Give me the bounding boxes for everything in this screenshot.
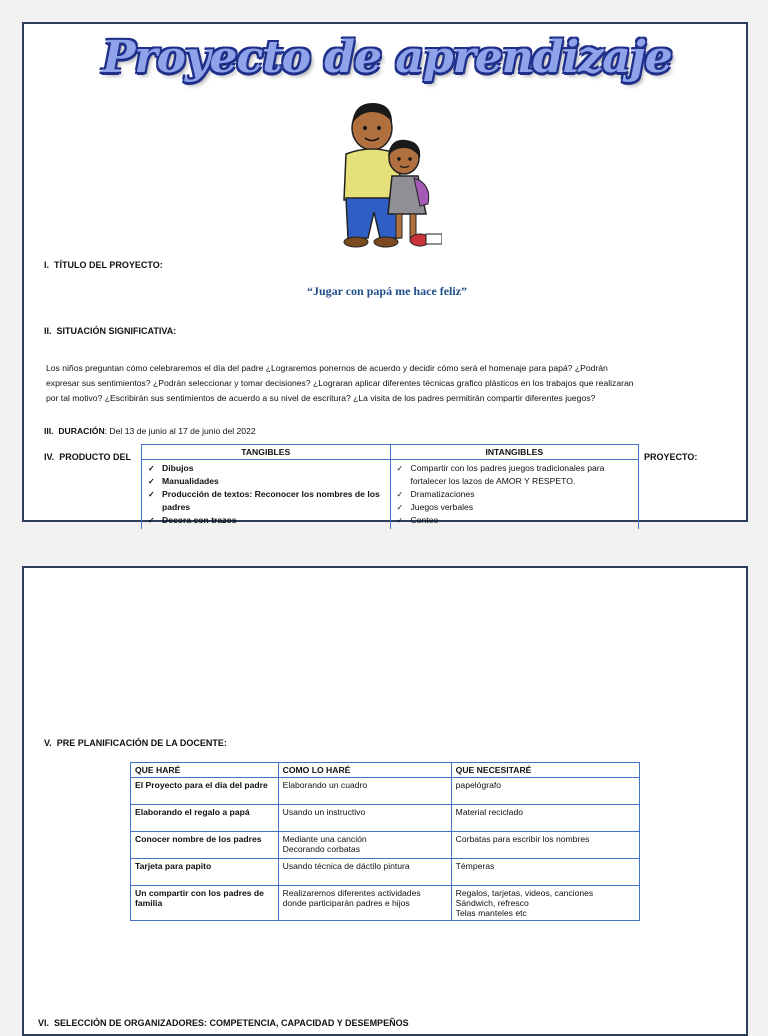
section-3-duration [44, 424, 256, 439]
section-2-title: SITUACIÓN SIGNIFICATIVA: [56, 326, 177, 336]
table-row [131, 859, 640, 886]
plan-cell: papelógrafo [451, 778, 639, 805]
document-page-1 [22, 22, 748, 525]
section-4-title-left: PRODUCTO DEL [59, 452, 132, 462]
section-4-heading-left [44, 452, 131, 462]
section-3-number: III. [44, 426, 54, 436]
section-4-heading-right: PROYECTO: [644, 452, 698, 462]
product-table [141, 444, 639, 529]
section-2-heading [44, 326, 176, 336]
section-2-number: II. [44, 326, 52, 336]
table-row [131, 832, 640, 859]
tangible-item: ✓ Producción de textos: Reconocer los nombres de los padres [162, 488, 386, 514]
section-6-number: VI. [38, 1018, 50, 1028]
father-daughter-illustration [332, 88, 442, 252]
section-1-title: TÍTULO DEL PROYECTO: [54, 260, 163, 270]
situation-line-1: Los niños preguntan cómo celebraremos el día del padre ¿Lograremos ponernos de acuerdo y decidir cómo será el homenaje para papá? ¿Podrán [46, 363, 608, 373]
plan-cell: Realizaremos diferentes actividades donde participarán padres e hijos [278, 886, 451, 921]
table-row [131, 778, 640, 805]
plan-cell: Témperas [451, 859, 639, 886]
tangible-item: ✓ Manualidades [162, 475, 386, 488]
section-4-number: IV. [44, 452, 55, 462]
plan-cell: El Proyecto para el día del padre [131, 778, 279, 805]
header-title-art: Proyecto de aprendizaje [102, 32, 672, 83]
product-header-intangibles: INTANGIBLES [390, 445, 639, 460]
section-1-number: I. [44, 260, 50, 270]
plan-header-como: COMO LO HARÉ [278, 763, 451, 778]
plan-cell: Conocer nombre de los padres [131, 832, 279, 859]
document-page-2 [22, 566, 748, 1036]
section-5-heading [44, 738, 227, 748]
plan-cell: Usando un instructivo [278, 805, 451, 832]
planning-table [130, 762, 640, 921]
intangible-item: ✓ Compartir con los padres juegos tradicionales para fortalecer los lazos de AMOR Y RESPETO. [411, 462, 635, 488]
plan-cell: Elaborando el regalo a papá [131, 805, 279, 832]
intangible-item: ✓ Juegos verbales [411, 501, 635, 514]
section-6-heading [38, 1018, 409, 1028]
section-5-title: PRE PLANIFICACIÓN DE LA DOCENTE: [56, 738, 227, 748]
plan-cell: Material reciclado [451, 805, 639, 832]
product-header-tangibles: TANGIBLES [142, 445, 391, 460]
intangible-item: ✓ Dramatizaciones [411, 488, 635, 501]
section-1-heading [44, 260, 163, 270]
tangibles-cell [142, 460, 391, 530]
intangible-item: ✓ Conteo [411, 514, 635, 527]
plan-header-necesitare: QUE NECESITARÉ [451, 763, 639, 778]
situation-line-2: expresar sus sentimientos? ¿Podrán seleccionar y tomar decisiones? ¿Lograran aplicar diferentes técnicas grafico plásticos en los trabajos que realizaran [46, 378, 634, 388]
section-3-title: DURACIÓN [58, 426, 105, 436]
plan-cell: Usando técnica de dáctilo pintura [278, 859, 451, 886]
plan-cell: Tarjeta para papito [131, 859, 279, 886]
table-row [131, 805, 640, 832]
section-6-title: SELECCIÓN DE ORGANIZADORES: COMPETENCIA, CAPACIDAD Y DESEMPEÑOS [54, 1018, 409, 1028]
plan-cell: Regalos, tarjetas, videos, canciones Sándwich, refresco Telas manteles etc [451, 886, 639, 921]
plan-header-que: QUE HARÉ [131, 763, 279, 778]
tangible-item: ✓ Decora con trazos [162, 514, 386, 527]
situation-paragraph [46, 361, 736, 406]
intangibles-cell [390, 460, 639, 530]
project-title: “Jugar con papá me hace feliz” [306, 284, 468, 298]
tangible-item: ✓ Dibujos [162, 462, 386, 475]
plan-cell: Corbatas para escribir los nombres [451, 832, 639, 859]
plan-cell: Un compartir con los padres de familia [131, 886, 279, 921]
plan-cell: Mediante una canción Decorando corbatas [278, 832, 451, 859]
table-row [131, 886, 640, 921]
section-5-number: V. [44, 738, 52, 748]
situation-line-3: por tal motivo? ¿Escribirán sus sentimientos de acuerdo a su nivel de escritura? ¿La visita de los padres permitirán compartir diferentes juegos? [46, 393, 596, 403]
plan-cell: Elaborando un cuadro [278, 778, 451, 805]
duration-value: : Del 13 de junio al 17 de junio del 2022 [104, 426, 256, 436]
